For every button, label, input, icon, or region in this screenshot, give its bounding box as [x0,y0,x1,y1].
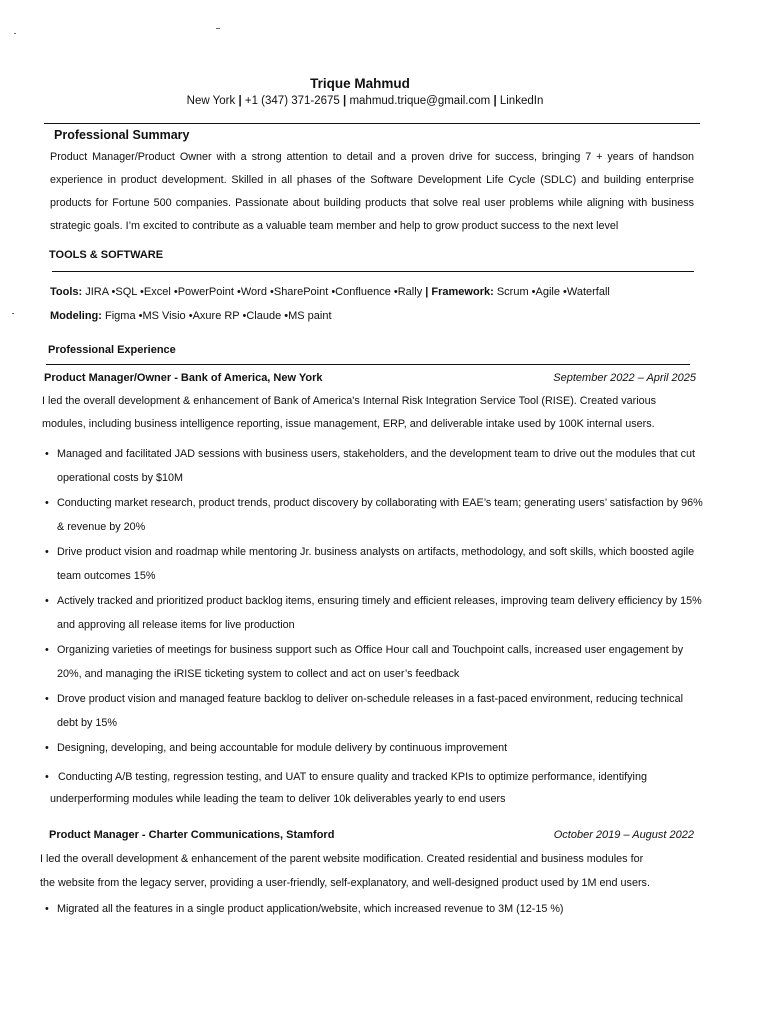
header-divider [44,123,700,124]
list-item: • Migrated all the features in a single product application/website, which increased revenue to 3M (12-15 %) [43,898,703,922]
bullet-icon: • [45,546,49,558]
bullet-icon: • [45,693,49,705]
contact-email[interactable]: mahmud.trique@gmail.com [349,95,491,107]
tools-label: Tools: [50,286,83,298]
bullet-icon: • [45,448,49,460]
framework-value: Scrum •Agile •Waterfall [496,286,610,298]
tools-heading: TOOLS & SOFTWARE [49,249,164,261]
job-dates: September 2022 – April 2025 [553,372,696,384]
contact-phone: +1 (347) 371-2675 [244,95,340,107]
framework-label: | Framework: [425,286,494,298]
job-title: Product Manager - Charter Communications, Stamford [49,829,335,841]
modeling-value: Figma •MS Visio •Axure RP •Claude •MS paint [105,310,332,322]
contact-separator: | [493,95,497,107]
list-item: • Managed and facilitated JAD sessions with business users, stakeholders, and the development team to drive out the modules that cut operational costs by $10M [43,443,703,490]
list-item: • Actively tracked and prioritized product backlog items, ensuring timely and efficient releases, improving team delivery efficiency by 15% and approving all release items for live production [43,590,703,637]
scan-speck [14,33,16,34]
bullet-icon: • [45,742,49,754]
list-item: • Drive product vision and roadmap while mentoring Jr. business analysts on artifacts, methodology, and soft skills, which boosted agile team outcomes 15% [43,541,703,588]
list-item: • Designing, developing, and being accountable for module delivery by continuous improvement [43,737,703,761]
contact-line [0,95,730,107]
modeling-label: Modeling: [50,310,102,322]
job-bullet-list [43,898,703,924]
contact-linkedin[interactable]: LinkedIn [499,95,544,107]
bullet-icon: • [45,497,49,509]
candidate-name: Trique Mahmud [310,76,410,91]
contact-separator: | [343,95,347,107]
contact-location: New York [186,95,236,107]
scan-speck [12,313,14,314]
job-dates: October 2019 – August 2022 [553,829,694,841]
summary-text: Product Manager/Product Owner with a strong attention to detail and a proven drive for success, bringing 7 + years of handson experience in product development. Skilled in all phases of the Software Development Life Cycle (SDLC) and building enterprise products for Fortune 500 companies. Passionate about building products that solve real user problems while aligning with business strategic goals. I’m excited to contribute as a valuable team member and help to grow product success to the next level [50,151,694,232]
list-item: • Conducting A/B testing, regression testing, and UAT to ensure quality and tracked KPIs to optimize performance, identifying underperforming modules while leading the team to deliver 10k deliverables yearly to end users [45,766,705,810]
list-item: • Organizing varieties of meetings for business support such as Office Hour call and Touchpoint calls, increased user engagement by 20%, and managing the iRISE ticketing system to collect and act on user’s feedback [43,639,703,686]
job-bullet-list [43,443,703,763]
contact-separator: | [238,95,242,107]
bullet-icon: • [45,903,49,915]
experience-divider [46,364,690,365]
list-item: • Drove product vision and managed feature backlog to deliver on-schedule releases in a fast-paced environment, reducing technical debt by 15% [43,688,703,735]
job-title: Product Manager/Owner - Bank of America, New York [44,372,323,384]
experience-heading: Professional Experience [48,344,176,356]
modeling-line [50,310,332,322]
summary-heading: Professional Summary [54,128,190,142]
list-item: • Conducting market research, product trends, product discovery by collaborating with EAE’s team; generating users’ satisfaction by 96% & revenue by 20% [43,492,703,539]
tools-value: JIRA •SQL •Excel •PowerPoint •Word •SharePoint •Confluence •Rally [85,286,423,298]
bullet-icon: • [45,644,49,656]
scan-speck [216,28,220,29]
job-description: I led the overall development & enhancement of the parent website modification. Created residential and business modules for the website from the legacy server, providing a user-friendly, self-explanatory, and well-designed product used by 1M end users. [40,853,650,889]
tools-divider [52,271,694,272]
tools-line [50,286,610,298]
bullet-icon: • [45,771,49,783]
bullet-icon: • [45,595,49,607]
job-description: I led the overall development & enhancement of Bank of America's Internal Risk Integration Service Tool (RISE). Created various modules, including business intelligence reporting, issue management, ERP, and deliverable intake used by 100K internal users. [42,395,656,430]
